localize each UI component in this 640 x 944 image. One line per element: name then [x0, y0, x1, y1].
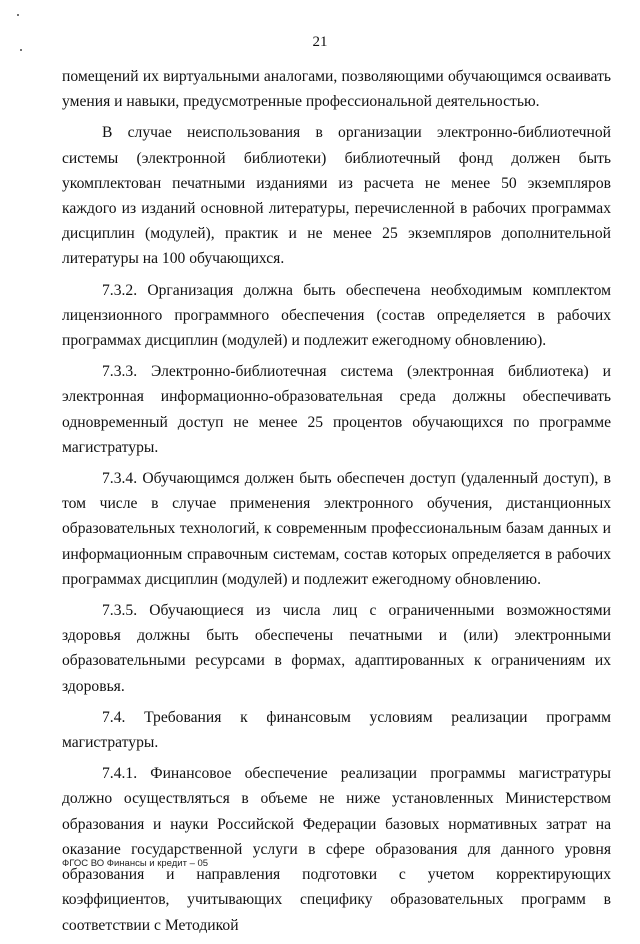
- paragraph-7-3-2: 7.3.2. Организация должна быть обеспечена необходимым комплектом лицензионного программного обеспечения (состав определяется в рабочих программах дисциплин (модулей) и подлежит ежегодному обновлению).: [62, 281, 611, 350]
- paragraph-7-3-3: 7.3.3. Электронно-библиотечная система (электронная библиотека) и электронная информационно-образовательная среда должны обеспечивать одновременный доступ не менее 25 процентов обучающихся по программе магистратуры.: [62, 363, 611, 456]
- paragraph-7-3-5: 7.3.5. Обучающиеся из числа лиц с ограниченными возможностями здоровья должны быть обеспечены печатными и (или) электронными образовательными ресурсами в формах, адаптированных к ограничениям их здоровья.: [62, 602, 611, 695]
- paragraph-library-fund: В случае неиспользования в организации электронно-библиотечной системы (электронной библиотеки) библиотечный фонд должен быть укомплектован печатными изданиями из расчета не менее 50 экземпляров каждого из изданий основной литературы, перечисленной в рабочих программах дисциплин (модулей), практик и не менее 25 экземпляров дополнительной литературы на 100 обучающихся.: [62, 124, 611, 268]
- paragraph-continuation: помещений их виртуальными аналогами, позволяющими обучающимся осваивать умения и навыки, предусмотренные профессиональной деятельностью.: [62, 68, 611, 111]
- paragraph-7-4: 7.4. Требования к финансовым условиям реализации программ магистратуры.: [62, 708, 611, 752]
- scan-speck: [17, 14, 19, 16]
- paragraph-7-4-1: 7.4.1. Финансовое обеспечение реализации программы магистратуры должно осуществляться в объеме не ниже установленных Министерством образования и науки Российской Федерации базовых нормативных затрат на оказание государственной услуги в сфере образования для данного уровня образования и направления подготовки с учетом корректирующих коэффициентов, учитывающих специфику образовательных программ в соответствии с Методикой: [62, 765, 611, 934]
- footer-note: ФГОС ВО Финансы и кредит – 05: [62, 858, 209, 869]
- document-body: [62, 64, 611, 944]
- page-number: 21: [312, 34, 328, 50]
- paragraph-7-3-4: 7.3.4. Обучающимся должен быть обеспечен доступ (удаленный доступ), в том числе в случае применения электронного обучения, дистанционных образовательных технологий, к современным профессиональным базам данных и информационным справочным системам, состав которых определяется в рабочих программах дисциплин (модулей) и подлежит ежегодному обновлению.: [62, 470, 611, 588]
